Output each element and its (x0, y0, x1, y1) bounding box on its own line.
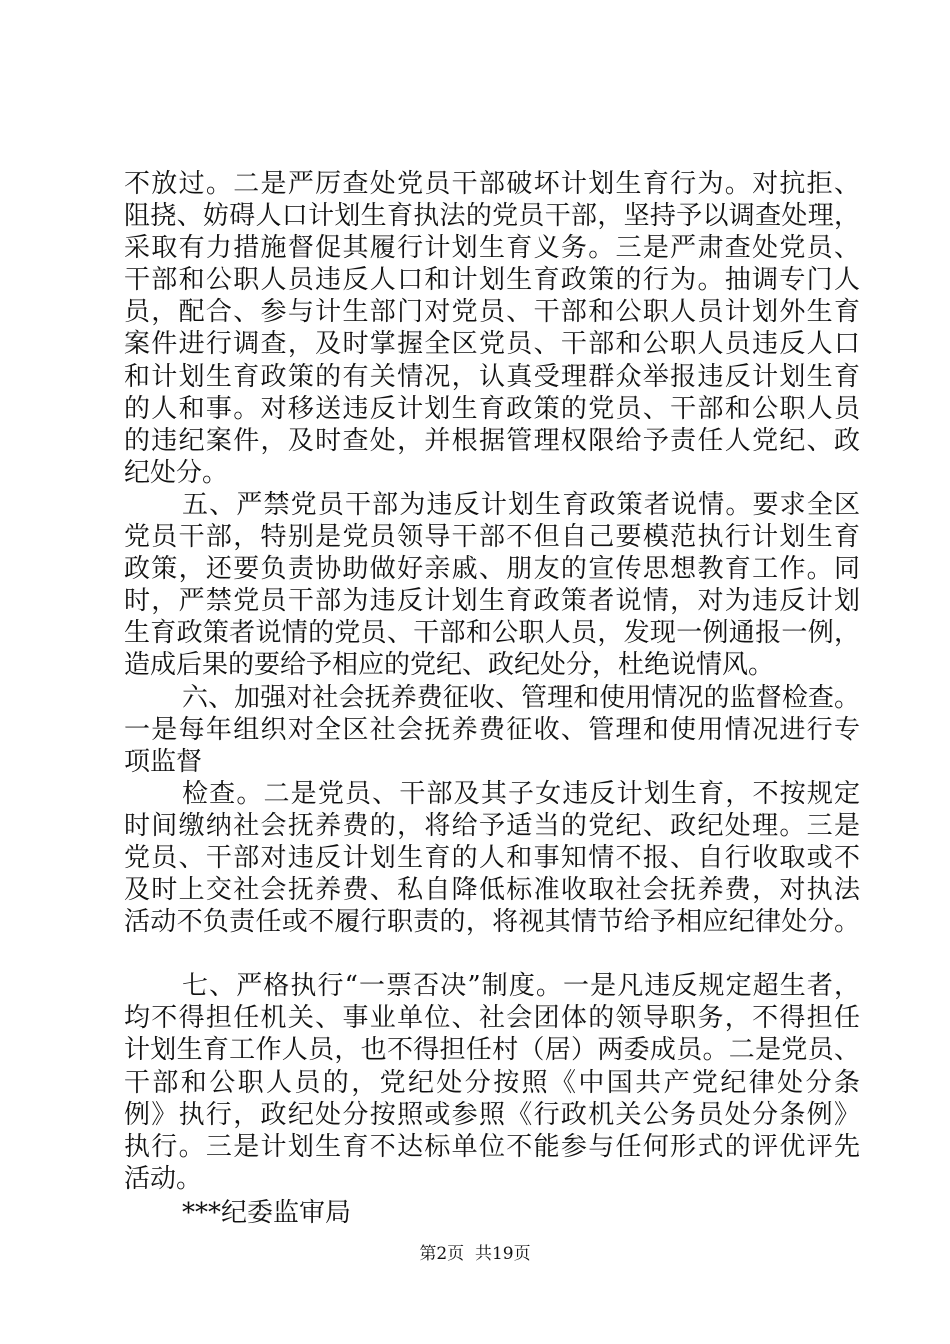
text-line: 阻挠、妨碍人口计划生育执法的党员干部，坚持予以调查处理， (124, 201, 860, 232)
text-line: 不放过。二是严厉查处党员干部破坏计划生育行为。对抗拒、 (124, 169, 860, 199)
text-line: 均不得担任机关、事业单位、社会团体的领导职务，不得担任 (124, 1003, 860, 1034)
text-line: 及时上交社会抚养费、私自降低标准收取社会抚养费，对执法 (124, 875, 860, 906)
document-body (124, 168, 860, 1229)
text-line: 党员干部，特别是党员领导干部不但自己要模范执行计划生育 (124, 522, 860, 553)
page-number-info: 第2页 共19页 (419, 1244, 531, 1264)
text-line: 执行。三是计划生育不达标单位不能参与任何形式的评优评先 (124, 1131, 860, 1162)
text-line: 项监督 (124, 746, 203, 777)
text-line: 员，配合、参与计生部门对党员、干部和公职人员计划外生育 (124, 297, 860, 328)
text-line: 造成后果的要给予相应的党纪、政纪处分，杜绝说情风。 (124, 650, 775, 681)
text-line: 生育政策者说情的党员、干部和公职人员，发现一例通报一例， (124, 618, 860, 649)
text-line: 时间缴纳社会抚养费的，将给予适当的党纪、政纪处理。三是 (124, 810, 860, 841)
paragraph-gap (124, 938, 860, 970)
text-line: 干部和公职人员的，党纪处分按照《中国共产党纪律处分条 (124, 1067, 860, 1098)
text-line: 纪处分。 (124, 457, 229, 488)
text-line: 干部和公职人员违反人口和计划生育政策的行为。抽调专门人 (124, 265, 860, 296)
paragraph-first-line: 七、严格执行“一票否决”制度。一是凡违反规定超生者， (182, 971, 860, 1002)
text-line: 的人和事。对移送违反计划生育政策的党员、干部和公职人员 (124, 393, 860, 424)
paragraph-first-line: 检查。二是党员、干部及其子女违反计划生育，不按规定 (182, 778, 860, 809)
page-footer (0, 1243, 950, 1265)
text-line: 一是每年组织对全区社会抚养费征收、管理和使用情况进行专 (124, 714, 860, 745)
text-line: 时，严禁党员干部为违反计划生育政策者说情，对为违反计划 (124, 586, 860, 617)
text-line: 活动。 (124, 1163, 203, 1194)
text-line: 例》执行，政纪处分按照或参照《行政机关公务员处分条例》 (124, 1099, 860, 1130)
paragraph-first-line: 六、加强对社会抚养费征收、管理和使用情况的监督检查。 (182, 682, 860, 713)
signature: ***纪委监审局 (182, 1197, 352, 1228)
text-line: 案件进行调查，及时掌握全区党员、干部和公职人员违反人口 (124, 329, 860, 360)
text-line: 采取有力措施督促其履行计划生育义务。三是严肃查处党员、 (124, 233, 860, 264)
text-line: 政策，还要负责协助做好亲戚、朋友的宣传思想教育工作。同 (124, 554, 860, 585)
text-line: 活动不负责任或不履行职责的，将视其情节给予相应纪律处分。 (124, 907, 860, 938)
paragraph-first-line: 五、严禁党员干部为违反计划生育政策者说情。要求全区 (182, 489, 860, 520)
text-line: 和计划生育政策的有关情况，认真受理群众举报违反计划生育 (124, 361, 860, 392)
text-line: 计划生育工作人员，也不得担任村（居）两委成员。二是党员、 (124, 1035, 860, 1066)
text-line: 的违纪案件，及时查处，并根据管理权限给予责任人党纪、政 (124, 425, 860, 456)
text-line: 党员、干部对违反计划生育的人和事知情不报、自行收取或不 (124, 842, 860, 873)
